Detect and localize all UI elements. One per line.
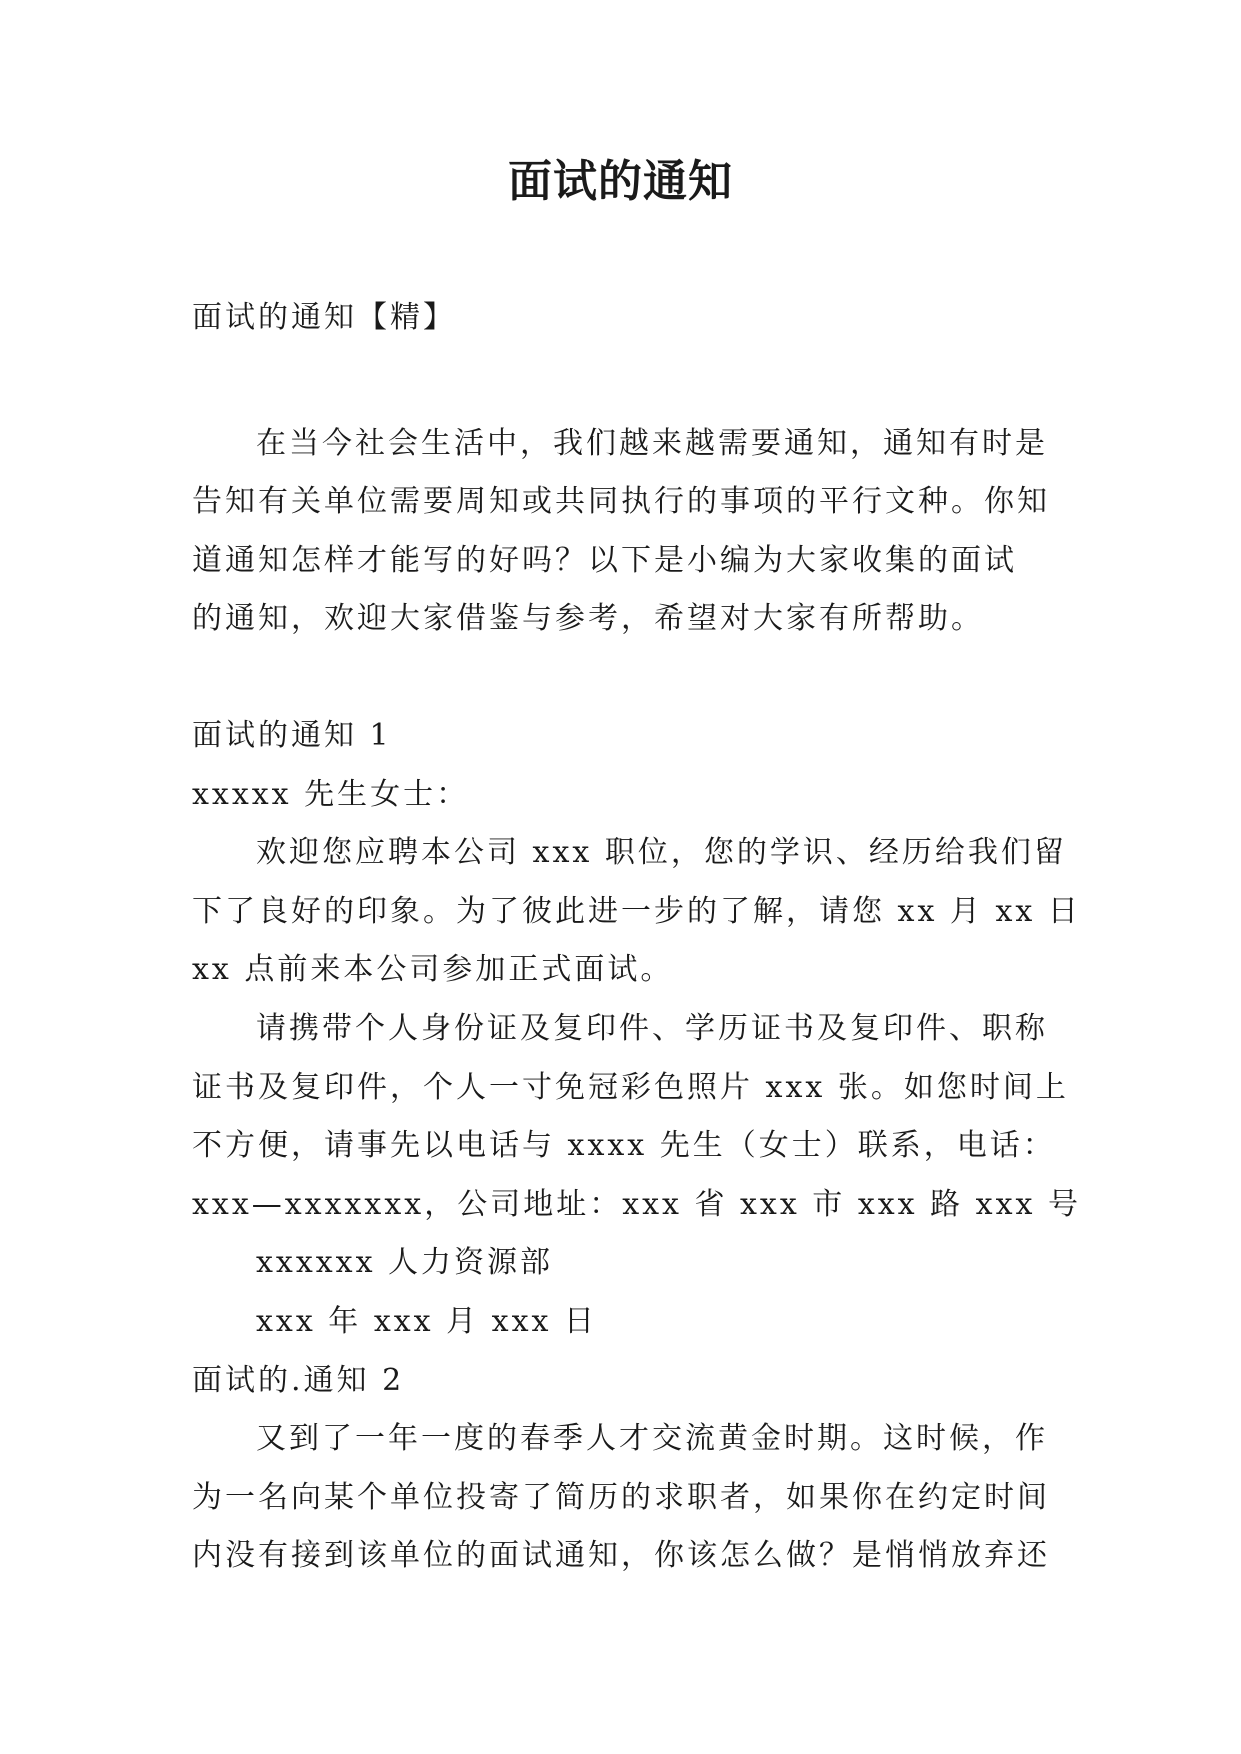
paragraph-line: 证书及复印件，个人一寸免冠彩色照片 xxx 张。如您时间上 [192, 1069, 1069, 1105]
document-title: 面试的通知 [508, 156, 733, 207]
paragraph-line: 为一名向某个单位投寄了简历的求职者，如果你在约定时间 [192, 1479, 1050, 1515]
document-subtitle: 面试的通知【精】 [192, 300, 456, 335]
paragraph-line: 欢迎您应聘本公司 xxx 职位，您的学识、经历给我们留 [256, 835, 1067, 871]
intro-line: 的通知，欢迎大家借鉴与参考，希望对大家有所帮助。 [192, 601, 984, 637]
paragraph-line: 内没有接到该单位的面试通知，你该怎么做？是悄悄放弃还 [192, 1538, 1050, 1574]
spacer [192, 348, 1062, 415]
section-2 [192, 1352, 1062, 1586]
paragraph-line: 请携带个人身份证及复印件、学历证书及复印件、职称 [256, 1010, 1048, 1046]
section-1 [192, 707, 1081, 1352]
paragraph-line: 不方便，请事先以电话与 xxxx 先生（女士）联系，电话： [192, 1128, 1056, 1164]
intro-paragraph [192, 415, 1062, 649]
paragraph-line: 又到了一年一度的春季人才交流黄金时期。这时候，作 [256, 1421, 1048, 1457]
document-body [192, 289, 1081, 1586]
intro-line: 道通知怎样才能写的好吗？以下是小编为大家收集的面试 [192, 542, 1017, 578]
sender-signature: xxxxxx 人力资源部 [256, 1245, 554, 1281]
salutation: xxxxx 先生女士： [192, 776, 470, 812]
section-1-heading: 面试的通知 1 [192, 717, 392, 753]
spacer [192, 649, 1062, 707]
sender-date: xxx 年 xxx 月 xxx 日 [256, 1303, 597, 1339]
paragraph-line: xx 点前来本公司参加正式面试。 [192, 952, 674, 988]
section-2-heading: 面试的.通知 2 [192, 1362, 405, 1398]
intro-line: 在当今社会生活中，我们越来越需要通知，通知有时是 [256, 425, 1048, 461]
paragraph-line: xxx—xxxxxxx，公司地址：xxx 省 xxx 市 xxx 路 xxx 号 [192, 1186, 1081, 1222]
paragraph-line: 下了良好的印象。为了彼此进一步的了解，请您 xx 月 xx 日 [192, 893, 1081, 929]
intro-line: 告知有关单位需要周知或共同执行的事项的平行文种。你知 [192, 484, 1050, 520]
